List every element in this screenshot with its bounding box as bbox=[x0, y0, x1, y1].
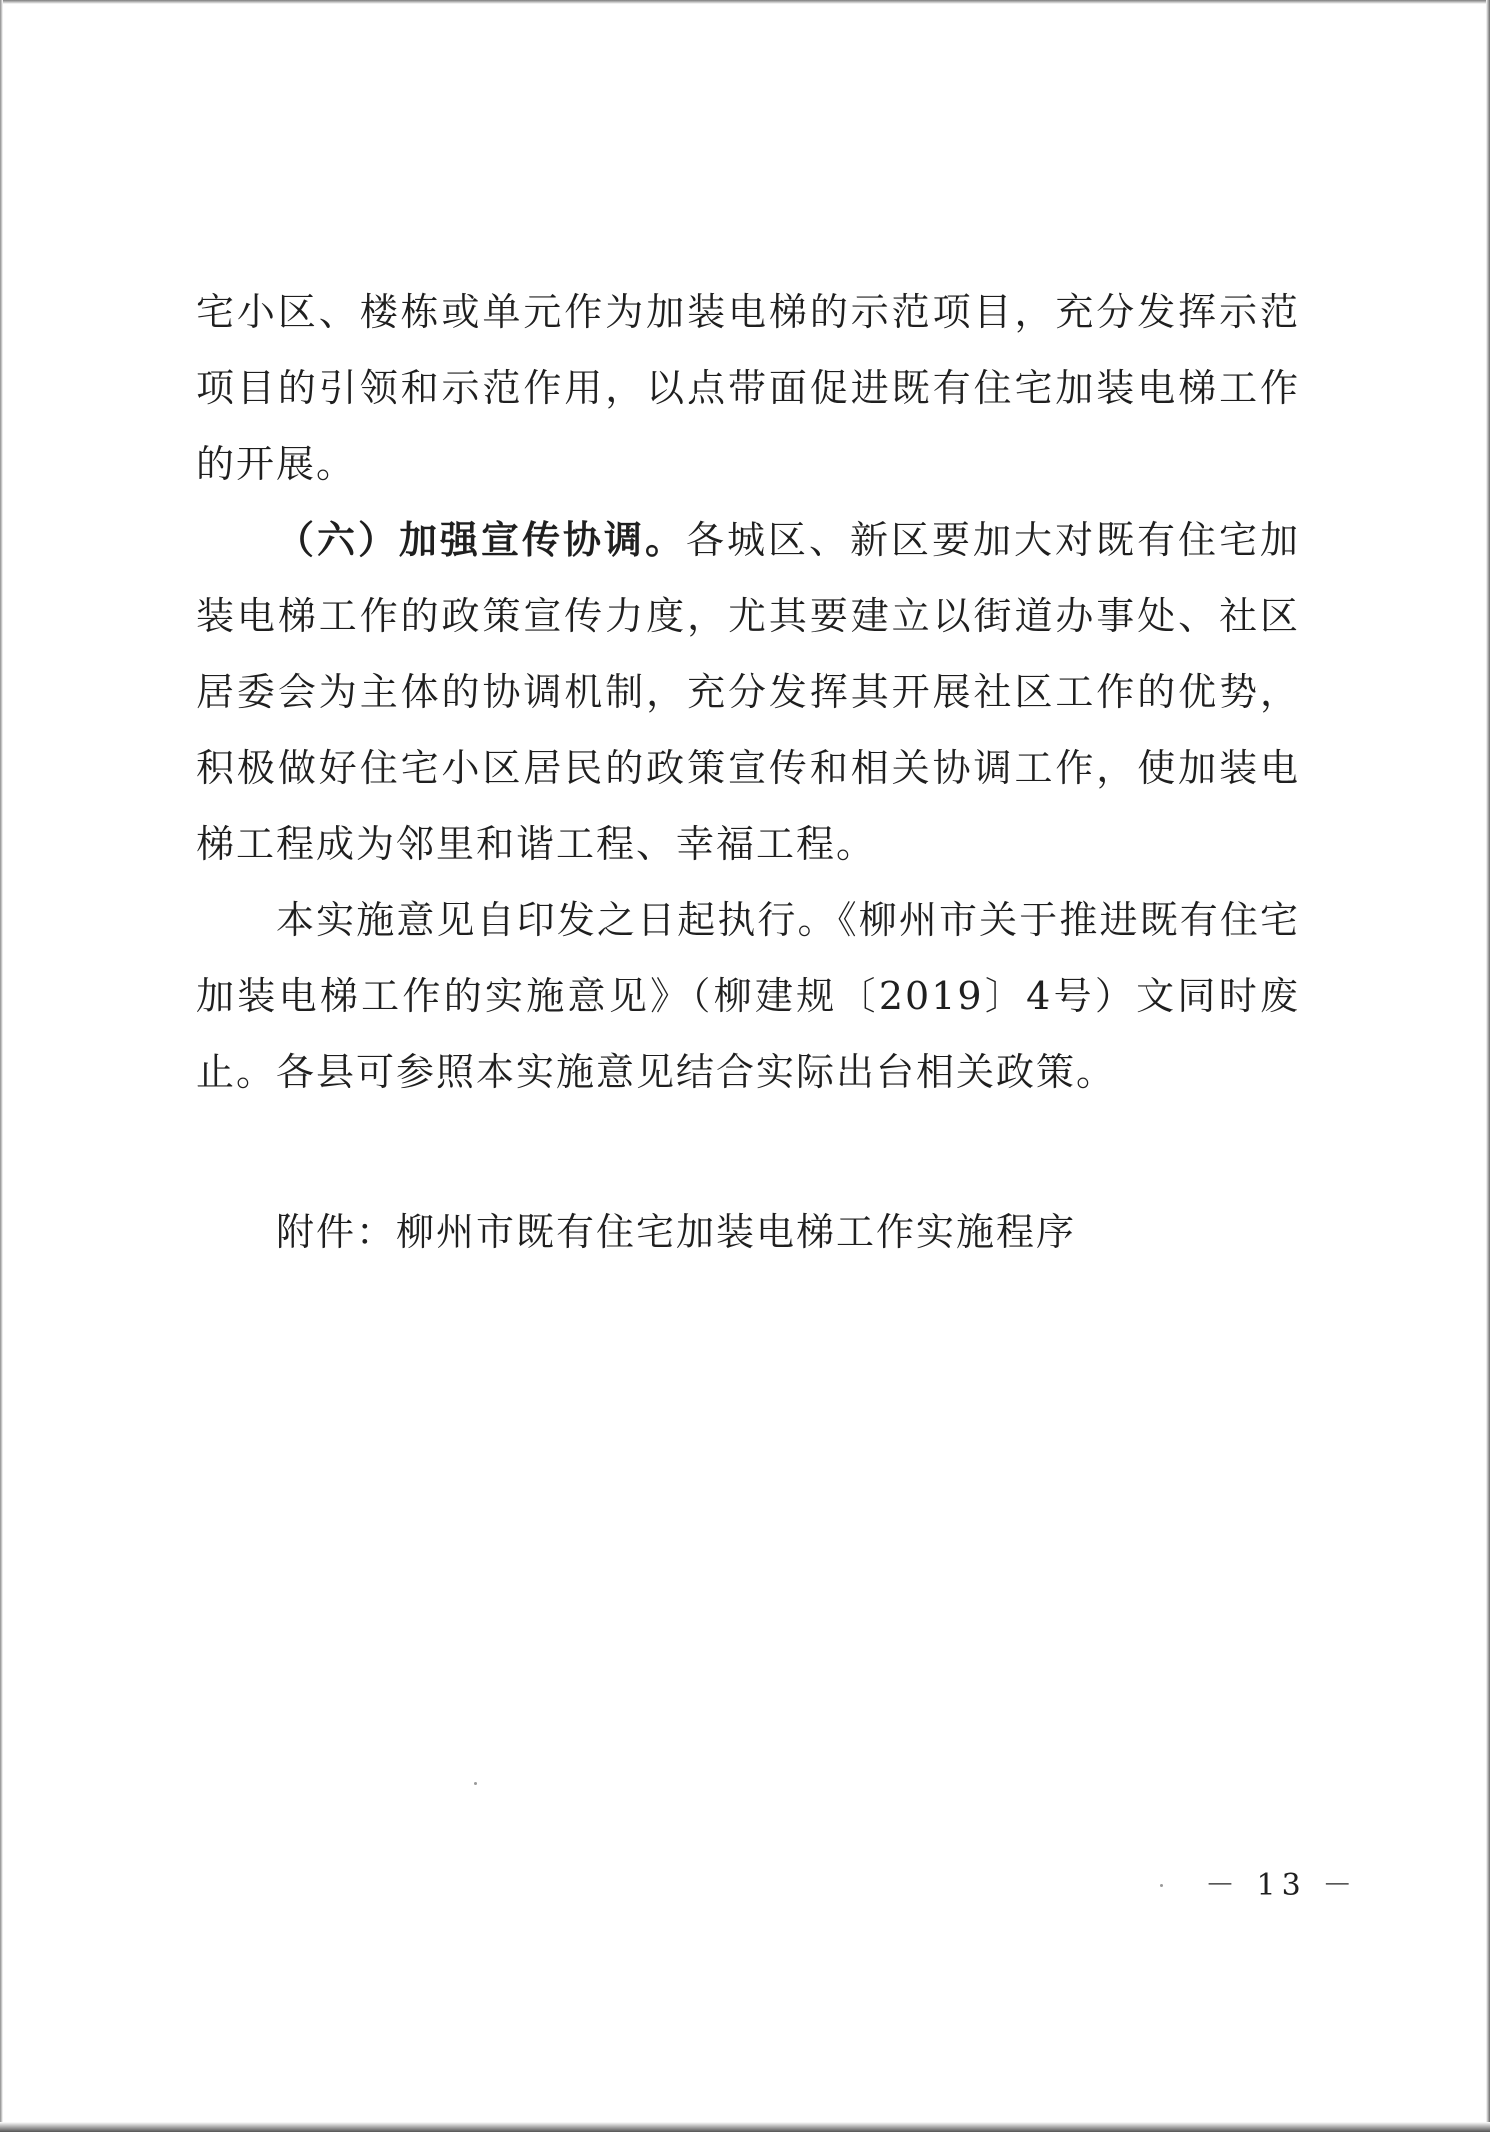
paragraph-publicity bbox=[196, 502, 1300, 882]
scan-edge-bottom bbox=[0, 2122, 1490, 2132]
scan-speck bbox=[1160, 1884, 1163, 1887]
scan-edge-top bbox=[0, 0, 1490, 4]
paragraph-effective-date: 本实施意见自印发之日起执行。《柳州市关于推进既有住宅加装电梯工作的实施意见》（柳建规〔2019〕4号）文同时废止。各县可参照本实施意见结合实际出台相关政策。 bbox=[196, 898, 1300, 1094]
scan-edge-left bbox=[0, 0, 3, 2132]
scan-speck bbox=[474, 1782, 477, 1785]
attachment-line: 附件：柳州市既有住宅加装电梯工作实施程序 bbox=[276, 1210, 1077, 1254]
scan-edge-right bbox=[1486, 0, 1490, 2132]
document-body bbox=[196, 274, 1300, 1110]
paragraph-publicity-body: 各城区、新区要加大对既有住宅加装电梯工作的政策宣传力度，尤其要建立以街道办事处、社区居委会为主体的协调机制，充分发挥其开展社区工作的优势，积极做好住宅小区居民的政策宣传和相关协调工作，使加装电梯工程成为邻里和谐工程、幸福工程。 bbox=[196, 518, 1300, 866]
paragraph-continuation: 宅小区、楼栋或单元作为加装电梯的示范项目，充分发挥示范项目的引领和示范作用，以点带面促进既有住宅加装电梯工作的开展。 bbox=[196, 290, 1300, 486]
page-number: － 13 － bbox=[1205, 1868, 1359, 1903]
section-heading: （六）加强宣传协调。 bbox=[276, 517, 686, 562]
